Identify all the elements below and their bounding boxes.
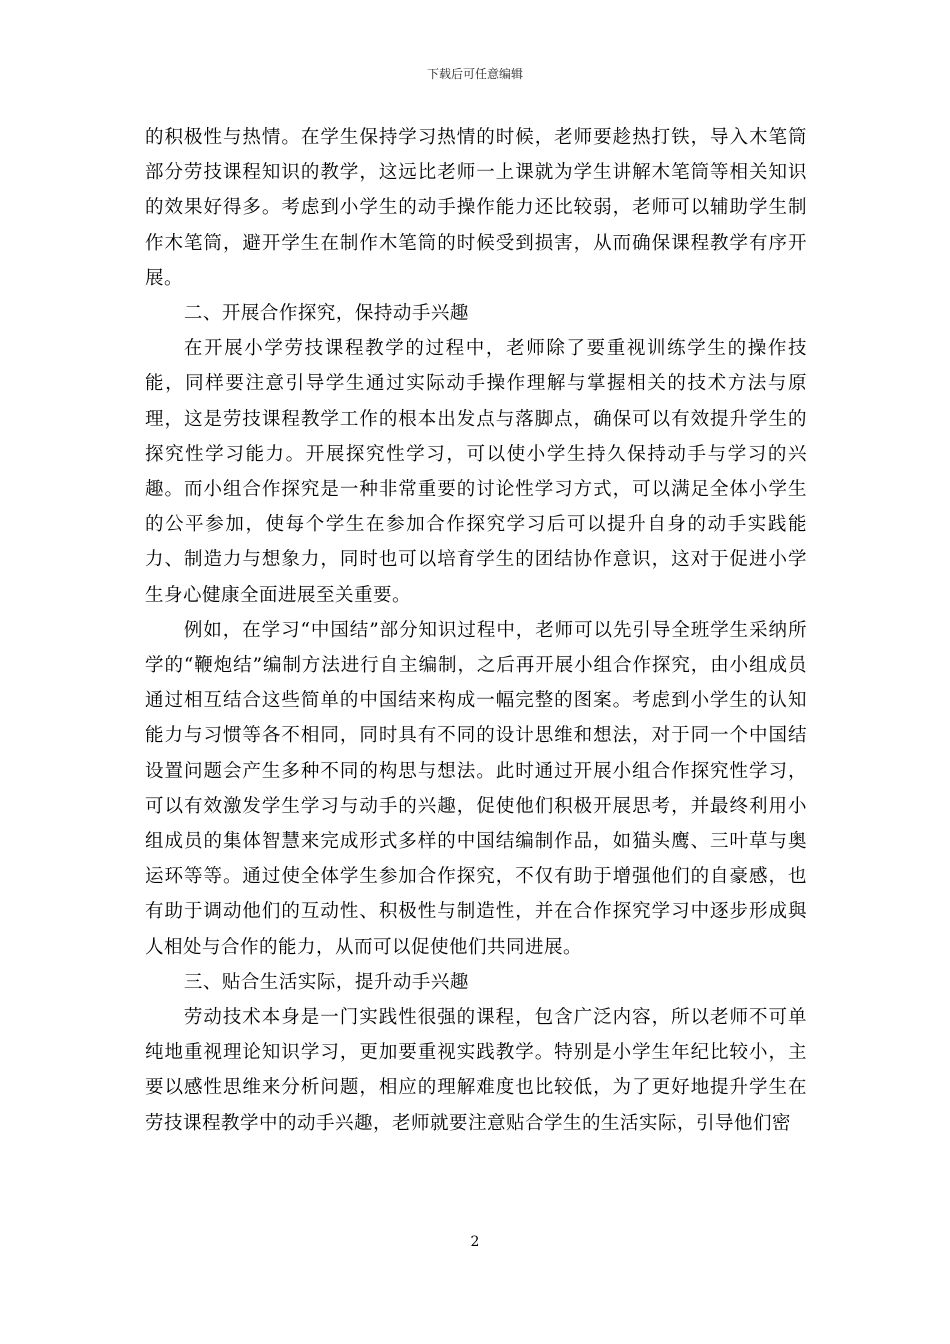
paragraph-continuation: 的积极性与热情。在学生保持学习热情的时候，老师要趁热打铁，导入木笔筒部分劳技课程知识的教学，这远比老师一上课就为学生讲解木笔筒等相关知识的效果好得多。考虑到小学生的动手操作能力还比较弱，老师可以辅助学生制作木笔筒，避开学生在制作木笔筒的时候受到损害，从而确保课程教学有序开展。 bbox=[145, 127, 807, 289]
section-heading-2: 二、开展合作探究，保持动手兴趣 bbox=[183, 303, 469, 325]
page-number: 2 bbox=[470, 1234, 480, 1250]
document-body bbox=[145, 120, 807, 1141]
page-header-note: 下载后可任意编辑 bbox=[426, 67, 523, 81]
paragraph-life-practice: 劳动技术本身是一门实践性很强的课程，包含广泛内容，所以老师不可单纯地重视理论知识学习，更加要重视实践教学。特别是小学生年纪比较小，主要以感性思维来分析问题，相应的理解难度也比较低，为了更好地提升学生在劳技课程教学中的动手兴趣，老师就要注意贴合学生的生活实际，引导他们密 bbox=[145, 1007, 807, 1134]
section-heading-3: 三、贴合生活实际，提升动手兴趣 bbox=[183, 971, 469, 993]
paragraph-chinese-knot-example: 例如，在学习“中国结”部分知识过程中，老师可以先引导全班学生采纳所学的“鞭炮结”编制方法进行自主编制，之后再开展小组合作探究，由小组成员通过相互结合这些简单的中国结来构成一幅完整的图案。考虑到小学生的认知能力与习惯等各不相同，同时具有不同的设计思维和想法，对于同一个中国结设置问题会产生多种不同的构思与想法。此时通过开展小组合作探究性学习，可以有效激发学生学习与动手的兴趣，促使他们积极开展思考，并最终利用小组成员的集体智慧来完成形式多样的中国结编制作品，如猫头鹰、三叶草与奥运环等等。通过使全体学生参加合作探究，不仅有助于增强他们的自豪感，也有助于调动他们的互动性、积极性与制造性，并在合作探究学习中逐步形成與人相处与合作的能力，从而可以促使他们共同进展。 bbox=[145, 619, 807, 958]
paragraph-cooperative-inquiry: 在开展小学劳技课程教学的过程中，老师除了要重视训练学生的操作技能，同样要注意引导学生通过实际动手操作理解与掌握相关的技术方法与原理，这是劳技课程教学工作的根本出发点与落脚点，确保可以有效提升学生的探究性学习能力。开展探究性学习，可以使小学生持久保持动手与学习的兴趣。而小组合作探究是一种非常重要的讨论性学习方式，可以满足全体小学生的公平参加，使每个学生在参加合作探究学习后可以提升自身的动手实践能力、制造力与想象力，同时也可以培育学生的团结协作意识，这对于促进小学生身心健康全面进展至关重要。 bbox=[145, 338, 807, 606]
